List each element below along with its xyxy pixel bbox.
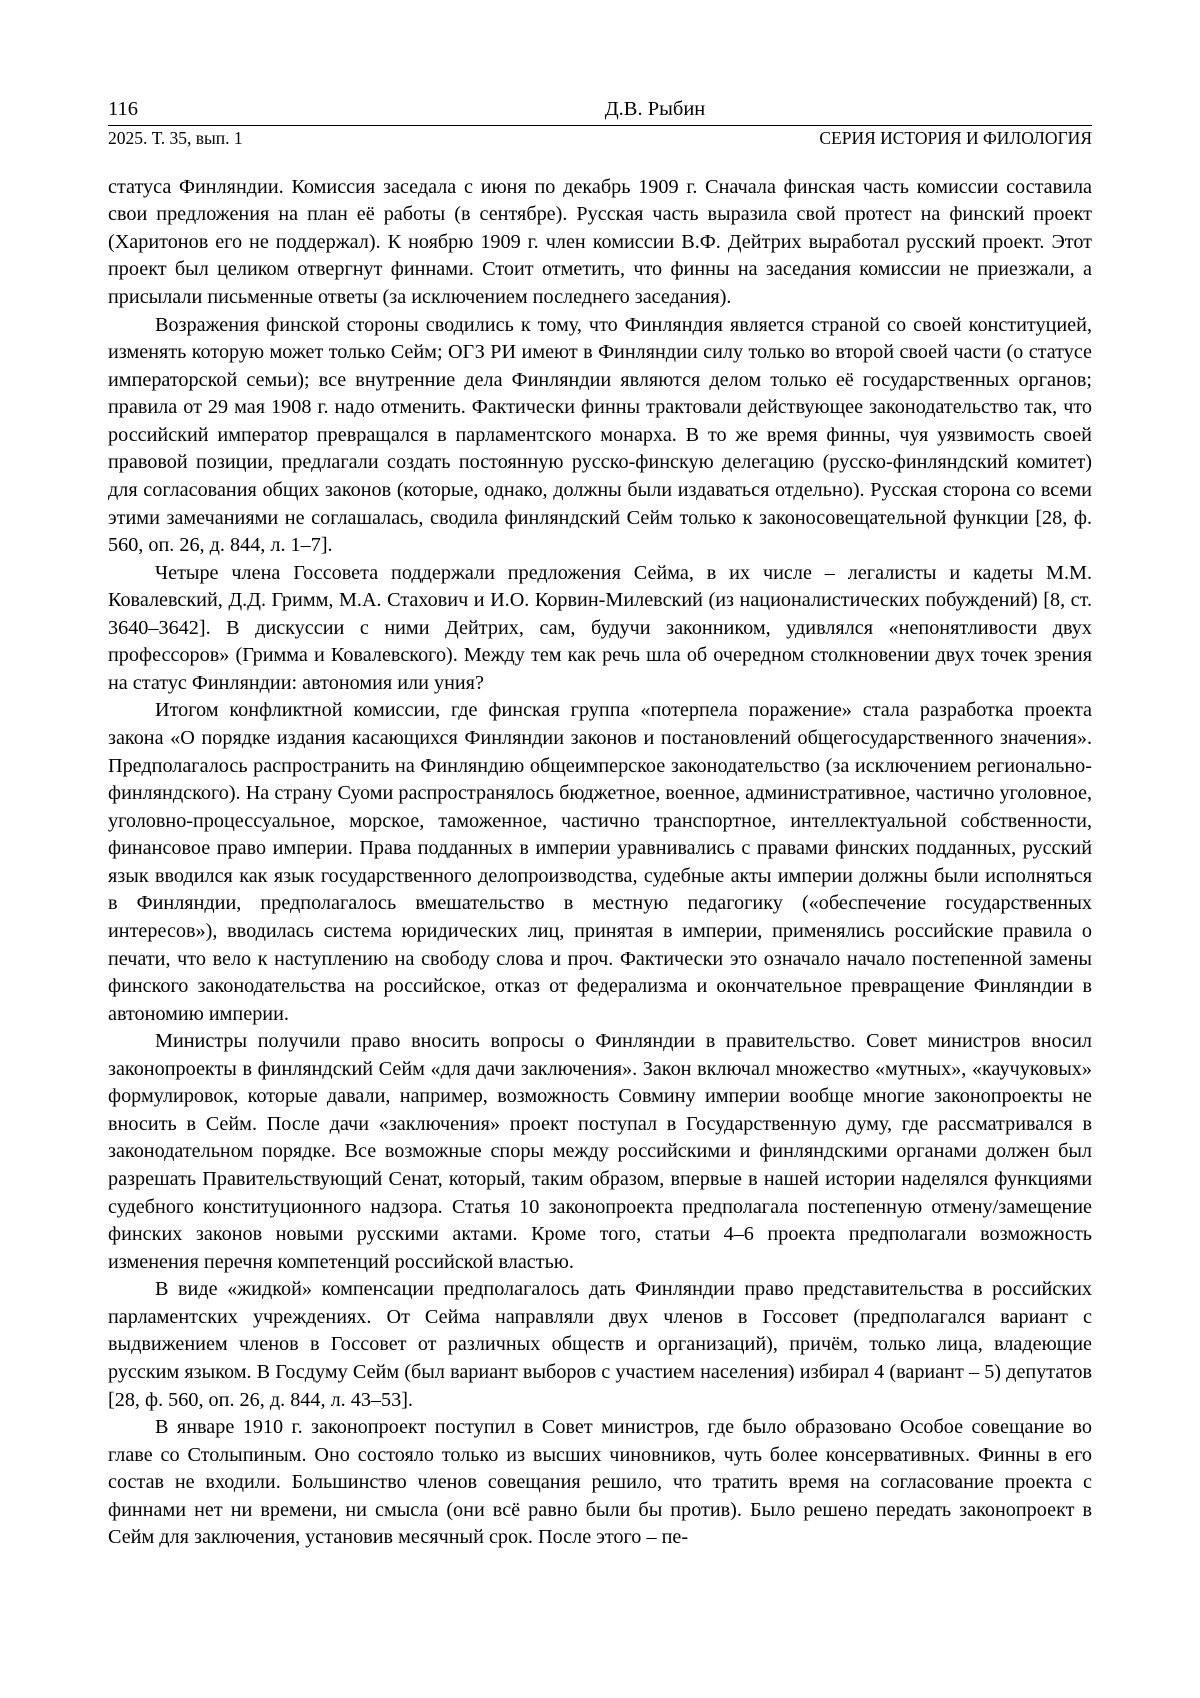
journal-issue: 2025. Т. 35, вып. 1 <box>108 127 243 148</box>
journal-series: СЕРИЯ ИСТОРИЯ И ФИЛОЛОГИЯ <box>819 127 1092 148</box>
paragraph: В виде «жидкой» компенсации предполагалось дать Финляндии право представительства в российских парламентских учреждениях. От Сейма направляли двух членов в Госсовет (предполагался вариант с выдвижением членов в Госсовет от различных обществ и организаций), причём, только лица, владеющие русским языком. В Госдуму Сейм (был вариант выборов с участием населения) избирал 4 (вариант – 5) депутатов [28, ф. 560, оп. 26, д. 844, л. 43–53]. <box>108 1278 1092 1411</box>
paragraph: статуса Финляндии. Комиссия заседала с июня по декабрь 1909 г. Сначала финская часть комиссии составила свои предложения на план её работы (в сентябре). Русская часть выразила свой протест на финский проект (Харитонов его не поддержал). К ноябрю 1909 г. член комиссии В.Ф. Дейтрих выработал русский проект. Этот проект был целиком отвергнут финнами. Стоит отметить, что финны на заседания комиссии не приезжали, а присылали письменные ответы (за исключением последнего заседания). <box>108 175 1092 309</box>
header-divider <box>108 125 1092 126</box>
running-head <box>108 98 1092 121</box>
paragraph: Возражения финской стороны сводились к тому, что Финляндия является страной со своей конституцией, изменять которую может только Сейм; ОГЗ РИ имеют в Финляндии силу только во второй своей части (о статусе императорской семьи); все внутренние дела Финляндии являются делом только её государственных органов; правила от 29 мая 1908 г. надо отменить. Фактически финны трактовали действующее законодательство так, что российский император превращался в парламентского монарха. В то же время финны, чуя уязвимость своей правовой позиции, предлагали создать постоянную русско-финскую делегацию (русско-финляндский комитет) для согласования общих законов (которые, однако, должны были издаваться отдельно). Русская сторона со всеми этими замечаниями не соглашалась, сводила финляндский Сейм только к законосовещательной функции [28, ф. 560, оп. 26, д. 844, л. 1–7]. <box>108 313 1092 557</box>
paragraph: Итогом конфликтной комиссии, где финская группа «потерпела поражение» стала разработка проекта закона «О порядке издания касающихся Финляндии законов и постановлений общегосударственного значения». Предполагалось распространить на Финляндию общеимперское законодательство (за исключением регионально-финляндского). На страну Суоми распространялось бюджетное, военное, административное, частично уголовное, уголовно-процессуальное, морское, таможенное, частично транспортное, интеллектуальной собственности, финансовое право империи. Права подданных в империи уравнивались с правами финских подданных, русский язык вводился как язык государственного делопроизводства, судебные акты империи должны были исполняться в Финляндии, предполагалось вмешательство в местную педагогику («обеспечение государственных интересов»), вводилась система юридических лиц, принятая в империи, применялись российские правила о печати, что вело к наступлению на свободу слова и проч. Фактически это означало начало постепенной замены финского законодательства на российское, отказ от федерализма и окончательное превращение Финляндии в автономию империи. <box>108 699 1092 1025</box>
journal-info <box>108 129 1092 148</box>
header-author: Д.В. Рыбин <box>604 98 706 120</box>
article-body <box>108 174 1092 1552</box>
paragraph: Четыре члена Госсовета поддержали предложения Сейма, в их числе – легалисты и кадеты М.М. Ковалевский, Д.Д. Гримм, М.А. Стахович и И.О. Корвин-Милевский (из националистических побуждений) [8, ст. 3640–3642]. В дискуссии с ними Дейтрих, сам, будучи законником, удивлялся «непонятливости двух профессоров» (Гримма и Ковалевского). Между тем как речь шла об очередном столкновении двух точек зрения на статус Финляндии: автономия или уния? <box>108 561 1092 694</box>
paragraph: В январе 1910 г. законопроект поступил в Совет министров, где было образовано Особое совещание во главе со Столыпиным. Оно состояло только из высших чиновников, чуть более консервативных. Финны в его состав не входили. Большинство членов совещания решило, что тратить время на согласование проекта с финнами нет ни времени, ни смысла (они всё равно были бы против). Было решено передать законопроект в Сейм для заключения, установив месячный срок. После этого – пе- <box>108 1416 1092 1549</box>
paragraph: Министры получили право вносить вопросы о Финляндии в правительство. Совет министров вносил законопроекты в финляндский Сейм «для дачи заключения». Закон включал множество «мутных», «каучуковых» формулировок, которые давали, например, возможность Совмину империи вообще многие законопроекты не вносить в Сейм. После дачи «заключения» проект поступал в Государственную думу, где рассматривался в законодательном порядке. Все возможные споры между российскими и финляндскими органами должен был разрешать Правительствующий Сенат, который, таким образом, впервые в нашей истории наделялся функциями судебного конституционного надзора. Статья 10 законопроекта предполагала постепенную отмену/замещение финских законов новыми русскими актами. Кроме того, статьи 4–6 проекта предполагали возможность изменения перечня компетенций российской властью. <box>108 1030 1092 1273</box>
page-number: 116 <box>108 98 138 120</box>
